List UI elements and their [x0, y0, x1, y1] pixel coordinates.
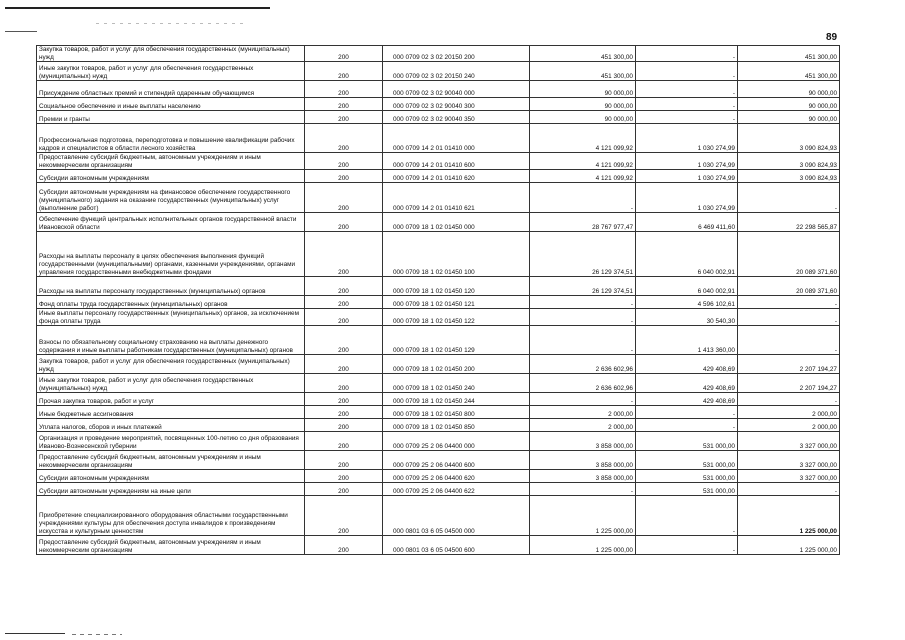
row-executed-amount: -	[636, 111, 738, 124]
row-budget-code: 000 0709 18 1 02 01450 122	[383, 309, 530, 326]
table-row	[37, 496, 840, 536]
row-remaining-amount: -	[738, 296, 840, 309]
row-remaining-amount: 451 300,00	[738, 62, 840, 81]
row-plan-amount: -	[530, 183, 636, 213]
row-name: Уплата налогов, сборов и иных платежей	[37, 419, 305, 432]
row-plan-amount: 90 000,00	[530, 81, 636, 98]
row-budget-code: 000 0801 03 6 05 04500 000	[383, 496, 530, 536]
row-remaining-amount: 1 225 000,00	[738, 536, 840, 555]
row-plan-amount: -	[530, 326, 636, 355]
header-rule-short	[5, 31, 37, 32]
row-executed-amount: 1 030 274,99	[636, 170, 738, 183]
table-row	[37, 326, 840, 355]
row-budget-code: 000 0709 18 1 02 01450 200	[383, 355, 530, 374]
row-name: Иные закупки товаров, работ и услуг для обеспечения государственных (муниципальных) нужд	[37, 374, 305, 393]
footer-rule	[5, 633, 65, 634]
row-budget-code: 000 0709 14 2 01 01410 621	[383, 183, 530, 213]
row-executed-amount: -	[636, 406, 738, 419]
row-executed-amount: 531 000,00	[636, 470, 738, 483]
page-number: 89	[826, 32, 838, 43]
row-remaining-amount: 2 207 194,27	[738, 374, 840, 393]
row-name: Профессиональная подготовка, переподготовка и повышение квалификации рабочих кадров и специалистов в области лесного хозяйства	[37, 124, 305, 153]
row-admin-code: 200	[305, 536, 383, 555]
row-plan-amount: 2 000,00	[530, 419, 636, 432]
row-name: Иные закупки товаров, работ и услуг для обеспечения государственных (муниципальных) нужд	[37, 62, 305, 81]
row-admin-code: 200	[305, 355, 383, 374]
table-row	[37, 170, 840, 183]
row-remaining-amount: -	[738, 483, 840, 496]
row-name: Субсидии автономным учреждениям на финансовое обеспечение государственного (муниципального) задания на оказание государственных (муниципальных) услуг (выполнение работ)	[37, 183, 305, 213]
table-row	[37, 153, 840, 170]
row-admin-code: 200	[305, 326, 383, 355]
table-row	[37, 483, 840, 496]
row-name: Расходы на выплаты персоналу государственных (муниципальных) органов	[37, 277, 305, 296]
row-admin-code: 200	[305, 98, 383, 111]
row-admin-code: 200	[305, 374, 383, 393]
row-executed-amount: 429 408,69	[636, 393, 738, 406]
row-admin-code: 200	[305, 183, 383, 213]
row-executed-amount: -	[636, 496, 738, 536]
row-admin-code: 200	[305, 309, 383, 326]
row-admin-code: 200	[305, 232, 383, 277]
row-budget-code: 000 0709 18 1 02 01450 000	[383, 213, 530, 232]
table-row	[37, 62, 840, 81]
row-plan-amount: 1 225 000,00	[530, 536, 636, 555]
row-name: Прочая закупка товаров, работ и услуг	[37, 393, 305, 406]
row-remaining-amount: 1 225 000,00	[738, 496, 840, 536]
row-budget-code: 000 0709 18 1 02 01450 129	[383, 326, 530, 355]
row-remaining-amount: 3 090 824,93	[738, 153, 840, 170]
table-row	[37, 98, 840, 111]
row-remaining-amount: -	[738, 326, 840, 355]
table-row	[37, 393, 840, 406]
row-executed-amount: 531 000,00	[636, 483, 738, 496]
table-row	[37, 406, 840, 419]
row-plan-amount: 3 858 000,00	[530, 432, 636, 451]
budget-table	[36, 45, 840, 555]
row-plan-amount: 2 636 602,96	[530, 355, 636, 374]
row-plan-amount: 451 300,00	[530, 46, 636, 62]
row-name: Предоставление субсидий бюджетным, автономным учреждениям и иным некоммерческим организациям	[37, 536, 305, 555]
row-remaining-amount: 22 298 565,87	[738, 213, 840, 232]
row-plan-amount: 3 858 000,00	[530, 451, 636, 470]
table-row	[37, 277, 840, 296]
row-admin-code: 200	[305, 496, 383, 536]
row-remaining-amount: 90 000,00	[738, 98, 840, 111]
table-row	[37, 124, 840, 153]
row-executed-amount: 1 030 274,99	[636, 153, 738, 170]
row-executed-amount: 1 030 274,99	[636, 124, 738, 153]
row-remaining-amount: 3 327 000,00	[738, 470, 840, 483]
row-admin-code: 200	[305, 46, 383, 62]
row-admin-code: 200	[305, 62, 383, 81]
row-plan-amount: -	[530, 309, 636, 326]
row-admin-code: 200	[305, 419, 383, 432]
row-name: Субсидии автономным учреждениям	[37, 170, 305, 183]
row-budget-code: 000 0709 25 2 06 04400 600	[383, 451, 530, 470]
row-plan-amount: 451 300,00	[530, 62, 636, 81]
row-budget-code: 000 0709 14 2 01 01410 600	[383, 153, 530, 170]
row-plan-amount: 1 225 000,00	[530, 496, 636, 536]
row-name: Обеспечение функций центральных исполнительных органов государственной власти Ивановской области	[37, 213, 305, 232]
row-executed-amount: -	[636, 98, 738, 111]
footer-rule-dashed	[72, 634, 122, 635]
row-admin-code: 200	[305, 277, 383, 296]
row-plan-amount: 26 129 374,51	[530, 277, 636, 296]
row-name: Фонд оплаты труда государственных (муниципальных) органов	[37, 296, 305, 309]
row-executed-amount: 531 000,00	[636, 432, 738, 451]
table-row	[37, 309, 840, 326]
row-remaining-amount: 2 000,00	[738, 419, 840, 432]
row-budget-code: 000 0709 14 2 01 01410 000	[383, 124, 530, 153]
row-remaining-amount: 90 000,00	[738, 81, 840, 98]
table-row	[37, 232, 840, 277]
row-admin-code: 200	[305, 393, 383, 406]
row-remaining-amount: 3 327 000,00	[738, 451, 840, 470]
row-budget-code: 000 0709 14 2 01 01410 620	[383, 170, 530, 183]
row-admin-code: 200	[305, 406, 383, 419]
row-admin-code: 200	[305, 111, 383, 124]
table-row	[37, 183, 840, 213]
row-plan-amount: -	[530, 296, 636, 309]
row-executed-amount: 1 030 274,99	[636, 183, 738, 213]
row-executed-amount: 429 408,69	[636, 355, 738, 374]
row-remaining-amount: 20 089 371,60	[738, 232, 840, 277]
row-name: Предоставление субсидий бюджетным, автономным учреждениям и иным некоммерческим организациям	[37, 451, 305, 470]
row-plan-amount: 28 767 977,47	[530, 213, 636, 232]
row-budget-code: 000 0709 18 1 02 01450 240	[383, 374, 530, 393]
row-budget-code: 000 0709 18 1 02 01450 121	[383, 296, 530, 309]
row-budget-code: 000 0709 18 1 02 01450 244	[383, 393, 530, 406]
row-plan-amount: 4 121 099,92	[530, 170, 636, 183]
row-name: Расходы на выплаты персоналу в целях обеспечения выполнения функций государственными (муниципальными) органами, казенными учреждениями, органами управления государственными внебюджетными фондами	[37, 232, 305, 277]
row-budget-code: 000 0709 02 3 02 90040 350	[383, 111, 530, 124]
row-admin-code: 200	[305, 213, 383, 232]
row-remaining-amount: 20 089 371,60	[738, 277, 840, 296]
table-row	[37, 46, 840, 62]
row-plan-amount: 4 121 099,92	[530, 124, 636, 153]
row-budget-code: 000 0709 02 3 02 90040 000	[383, 81, 530, 98]
row-name: Организация и проведение мероприятий, посвященных 100-летию со дня образования Иваново-Вознесенской губернии	[37, 432, 305, 451]
row-admin-code: 200	[305, 296, 383, 309]
row-budget-code: 000 0709 18 1 02 01450 120	[383, 277, 530, 296]
row-name: Взносы по обязательному социальному страхованию на выплаты денежного содержания и иные выплаты работникам государственных (муниципальных) органов	[37, 326, 305, 355]
budget-table-body	[37, 46, 840, 555]
row-executed-amount: 531 000,00	[636, 451, 738, 470]
row-executed-amount: 6 040 002,91	[636, 277, 738, 296]
row-budget-code: 000 0801 03 6 05 04500 600	[383, 536, 530, 555]
row-plan-amount: 26 129 374,51	[530, 232, 636, 277]
row-plan-amount: 2 636 602,96	[530, 374, 636, 393]
row-name: Премии и гранты	[37, 111, 305, 124]
row-budget-code: 000 0709 02 3 02 20150 200	[383, 46, 530, 62]
row-executed-amount: 1 413 360,00	[636, 326, 738, 355]
row-remaining-amount: 3 090 824,93	[738, 124, 840, 153]
row-plan-amount: 4 121 099,92	[530, 153, 636, 170]
row-name: Субсидии автономным учреждениям	[37, 470, 305, 483]
row-admin-code: 200	[305, 432, 383, 451]
row-plan-amount: -	[530, 483, 636, 496]
row-remaining-amount: 3 090 824,93	[738, 170, 840, 183]
row-remaining-amount: 2 000,00	[738, 406, 840, 419]
row-name: Субсидии автономным учреждениям на иные цели	[37, 483, 305, 496]
row-budget-code: 000 0709 18 1 02 01450 100	[383, 232, 530, 277]
row-admin-code: 200	[305, 124, 383, 153]
row-plan-amount: -	[530, 393, 636, 406]
row-remaining-amount: 3 327 000,00	[738, 432, 840, 451]
row-admin-code: 200	[305, 170, 383, 183]
row-executed-amount: 30 540,30	[636, 309, 738, 326]
table-row	[37, 419, 840, 432]
table-row	[37, 451, 840, 470]
row-executed-amount: 4 596 102,61	[636, 296, 738, 309]
row-budget-code: 000 0709 18 1 02 01450 850	[383, 419, 530, 432]
row-remaining-amount: 451 300,00	[738, 46, 840, 62]
table-row	[37, 536, 840, 555]
row-name: Закупка товаров, работ и услуг для обеспечения государственных (муниципальных) нужд	[37, 355, 305, 374]
row-remaining-amount: -	[738, 183, 840, 213]
table-row	[37, 470, 840, 483]
row-plan-amount: 90 000,00	[530, 98, 636, 111]
row-admin-code: 200	[305, 81, 383, 98]
row-admin-code: 200	[305, 451, 383, 470]
row-executed-amount: -	[636, 81, 738, 98]
header-rule	[5, 7, 270, 9]
row-budget-code: 000 0709 02 3 02 20150 240	[383, 62, 530, 81]
table-row	[37, 296, 840, 309]
row-plan-amount: 2 000,00	[530, 406, 636, 419]
row-budget-code: 000 0709 25 2 06 04400 000	[383, 432, 530, 451]
row-executed-amount: -	[636, 46, 738, 62]
row-name: Присуждение областных премий и стипендий одаренным обучающимся	[37, 81, 305, 98]
row-admin-code: 200	[305, 470, 383, 483]
table-row	[37, 432, 840, 451]
faint-header-mark	[96, 23, 246, 24]
row-executed-amount: -	[636, 62, 738, 81]
row-admin-code: 200	[305, 153, 383, 170]
row-remaining-amount: 90 000,00	[738, 111, 840, 124]
table-row	[37, 355, 840, 374]
row-remaining-amount: 2 207 194,27	[738, 355, 840, 374]
row-budget-code: 000 0709 02 3 02 90040 300	[383, 98, 530, 111]
row-name: Предоставление субсидий бюджетным, автономным учреждениям и иным некоммерческим организациям	[37, 153, 305, 170]
row-remaining-amount: -	[738, 309, 840, 326]
row-budget-code: 000 0709 25 2 06 04400 622	[383, 483, 530, 496]
row-plan-amount: 90 000,00	[530, 111, 636, 124]
row-name: Социальное обеспечение и иные выплаты населению	[37, 98, 305, 111]
table-row	[37, 374, 840, 393]
row-name: Приобретение специализированного оборудования областными государственными учреждениями культуры для обеспечения доступа инвалидов к произведениям искусства и культурным ценностям	[37, 496, 305, 536]
row-remaining-amount: -	[738, 393, 840, 406]
row-executed-amount: -	[636, 536, 738, 555]
row-budget-code: 000 0709 18 1 02 01450 800	[383, 406, 530, 419]
table-row	[37, 81, 840, 98]
row-name: Иные бюджетные ассигнования	[37, 406, 305, 419]
row-name: Иные выплаты персоналу государственных (муниципальных) органов, за исключением фонда оплаты труда	[37, 309, 305, 326]
row-executed-amount: -	[636, 419, 738, 432]
table-row	[37, 111, 840, 124]
row-executed-amount: 6 469 411,60	[636, 213, 738, 232]
row-admin-code: 200	[305, 483, 383, 496]
row-plan-amount: 3 858 000,00	[530, 470, 636, 483]
row-name: Закупка товаров, работ и услуг для обеспечения государственных (муниципальных) нужд	[37, 46, 305, 62]
row-executed-amount: 429 408,69	[636, 374, 738, 393]
table-row	[37, 213, 840, 232]
row-budget-code: 000 0709 25 2 06 04400 620	[383, 470, 530, 483]
row-executed-amount: 6 040 002,91	[636, 232, 738, 277]
